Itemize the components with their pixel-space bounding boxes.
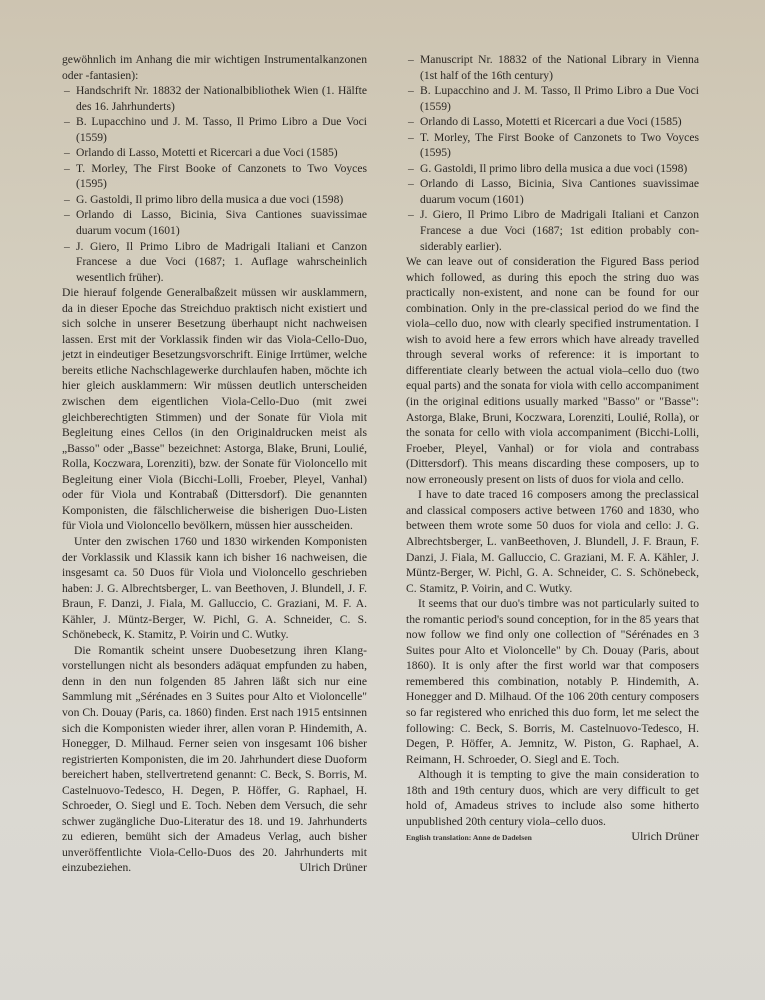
english-signoff [406,829,699,846]
list-item: – Orlando di Lasso, Motetti et Ricercari a due Voci (1585) [62,145,367,161]
german-intro: gewöhnlich im Anhang die mir wichtigen Instrumentalkanzonen oder -fantasien): [62,53,367,82]
list-item: – T. Morley, The First Booke of Canzonets to Two Voyces (1595) [62,161,367,192]
english-sources-list [406,52,699,254]
list-item: – G. Gastoldi, Il primo libro della musica a due voci (1598) [406,161,699,177]
english-paragraph: I have to date traced 16 composers among the preclassical and classical composers active between 1760 and 1830, who between them wrote some 50 duos for viola and cello: J. G. Albrechtsberger, L. vanBeethoven, J. Blundell, J. F. Braun, F. Danzi, J. Fiala, M. Galluccio, C. Graziani, M. F. A. Kähler, J. Müntz-Berger, W. Pichl, G. A. Schneider, C. S. Schönebeck, C. Stamitz, P. Voirin, and C. Wutky. [406,488,699,595]
list-item: – J. Giero, Il Primo Libro de Madrigali Italiani et Canzon Francese a due Voci (1687; 1st edition probably considerably earlier). [406,207,699,254]
list-item: – Orlando di Lasso, Bicinia, Siva Cantiones suavissimae duarum vocum (1601) [62,207,367,238]
german-sources-list [62,83,367,285]
german-paragraph: Unter den zwischen 1760 und 1830 wirkenden Komponisten der Vorklassik und Klassik kann ich bisher 16 nachweisen, die insgesamt ca. 50 Duos für Viola und Violoncello geschrieben haben: J. G. Albrechtsberger, L. van Beethoven, J. Blundell, J. F. Braun, F. Danzi, J. Fiala, M. Galluccio, C. Graziani, M. F. A. Kähler, J. Müntz-Berger, W. Pichl, G. A. Schneider, C. S. Schönebeck, K. Stamitz, P. Voirin und C. Wutky. [62,534,367,642]
german-column [62,52,367,876]
english-author-signature: Ulrich Drüner [631,829,699,844]
german-paragraph: Die hierauf folgende Generalbaßzeit müssen wir ausklammern, da in dieser Epoche das Streichduo praktisch nicht existiert und sich solche in unserer Besetzung überhaupt nicht nachweisen lassen. Erst mit der Vorklassik finden wir das Viola-Cello-Duo, jetzt in eindeutiger Besetzungsvorschrift. Einige Irrtümer, welche bereits etliche Nachschlagewerke durchlaufen haben, möchte ich hier gleich ausklammern: Wir müssen deutlich unterscheiden zwischen dem eigentlichen Viola-Cello-Duo (mit zwei gleichberechtigten Stimmen) und der Sonate für Viola mit Begleitung eines Cellos (in den Originaldrucken meist als „Basso" oder „Basse" bezeichnet: Astorga, Blake, Bruni, Loulié, Rolla, Koczwara, Lorenziti), bzw. der Sonate für Violoncello mit Begleitung einer Viola (Bicchi-Lolli, Froeber, Pleyel, Vanhal) oder für Viola und Kontrabaß (Dittersdorf). Die genannten Komponisten, die fälschlicherweise die bisherigen Duo-Listen für Viola und Violoncello bevölkern, müssen hier ausscheiden. [62,286,367,533]
list-item: – J. Giero, Il Primo Libro de Madrigali Italiani et Canzon Francese a due Voci (1687; 1. Auflage wahrscheinlich wesentlich früher). [62,239,367,286]
list-item: – Orlando di Lasso, Bicinia, Siva Cantiones suavissimae duarum vocum (1601) [406,176,699,207]
german-signoff [62,643,367,876]
german-paragraph: Die Romantik scheint unsere Duobesetzung ihren Klangvorstellungen nicht als besonders adäquat empfunden zu haben, denn in den nun folgenden 85 Jahren läßt sich nur eine Sammlung mit „Sérénades en 3 Suites pour Alto et Violoncelle" von Ch. Douay (Paris, ca. 1860) finden. Erst nach 1915 entsinnen sich die Komponisten wieder ihrer, allen voran P. Hindemith, A. Honegger, D. Milhaud. Ferner seien von insgesamt 106 bisher registrierten Komponisten, die im 20. Jahrhundert diese Duoform bereichert haben, stellvertretend genannt: C. Beck, S. Borris, M. Castelnuovo-Tedesco, H. Degen, P. Höffer, G. Raphael, H. Schroeder, O. Siegl und E. Toch. Neben dem Versuch, die sehr schwer zugängliche Duo-Literatur des 18. und 19. Jahrhunderts zu edieren, bemüht sich der Amadeus Verlag, auch bisher unveröffentlichte Viola-Cello-Duos des 20. Jahrhunderts mit einzubeziehen. [62,643,367,875]
list-item: – B. Lupacchino und J. M. Tasso, Il Primo Libro a Due Voci (1559) [62,114,367,145]
english-paragraph: We can leave out of consideration the Figured Bass period which followed, as during this epoch the string duo was practically non-existent, and none can be found for our combination. Only in the pre-classical period do we find the viola–cello duo, now with clearly specified instrumentation. I wish to avoid here a few errors which have already travelled through several works of reference: it is important to differentiate clearly between the actual viola–cello duo (two equal parts) and the sonata for viola with cello accompaniment (in the original editions usually marked "Basso" or "Basse": Astorga, Blake, Bruni, Koczwara, Lorenziti, Loulié, Rolla), or the sonata for cello with viola accompaniment (Bicchi-Lolli, Froeber, Pleyel, Vanhal) or for viola and contrabass (Dittersdorf). This means discarding these composers, up to now erroneously present on lists of duos for viola and cello. [406,255,699,486]
list-item: – G. Gastoldi, Il primo libro della musica a due voci (1598) [62,192,367,208]
german-author-signature: Ulrich Drüner [299,860,367,875]
list-item: – T. Morley, The First Booke of Canzonets to Two Voyces (1595) [406,130,699,161]
english-column [406,52,699,846]
list-item: – Handschrift Nr. 18832 der Nationalbibliothek Wien (1. Hälfte des 16. Jahrhunderts) [62,83,367,114]
translator-credit: English translation: Anne de Dadelsen [406,833,532,843]
english-paragraph: Although it is tempting to give the main consideration to 18th and 19th century duos, which are very difficult to get hold of, Amadeus strives to include also some hitherto unpublished 20th century viola–cello duos. [406,768,699,828]
list-item: – Orlando di Lasso, Motetti et Ricercari a due Voci (1585) [406,114,699,130]
list-item: – Manuscript Nr. 18832 of the National Library in Vienna (1st half of the 16th century) [406,52,699,83]
english-paragraph: It seems that our duo's timbre was not particularly suited to the romantic period's sound conception, for in the 85 years that now follow we find only one collection of "Sérénades en 3 Suites pour Alto et Violoncelle" by Ch. Douay (Paris, about 1860). It is only after the first world war that composers remembered this combination, notably P. Hindemith, A. Honegger and D. Milhaud. Of the 106 20th century composers so far registered who enriched this duo form, let me select the following: C. Beck, S. Borris, M. Castelnuovo-Tedesco, H. Degen, P. Höffer, A. Jemnitz, W. Piston, G. Raphael, A. Reimann, H. Schroeder, O. Siegl and E. Toch. [406,597,699,766]
list-item: – B. Lupacchino and J. M. Tasso, Il Primo Libro a Due Voci (1559) [406,83,699,114]
